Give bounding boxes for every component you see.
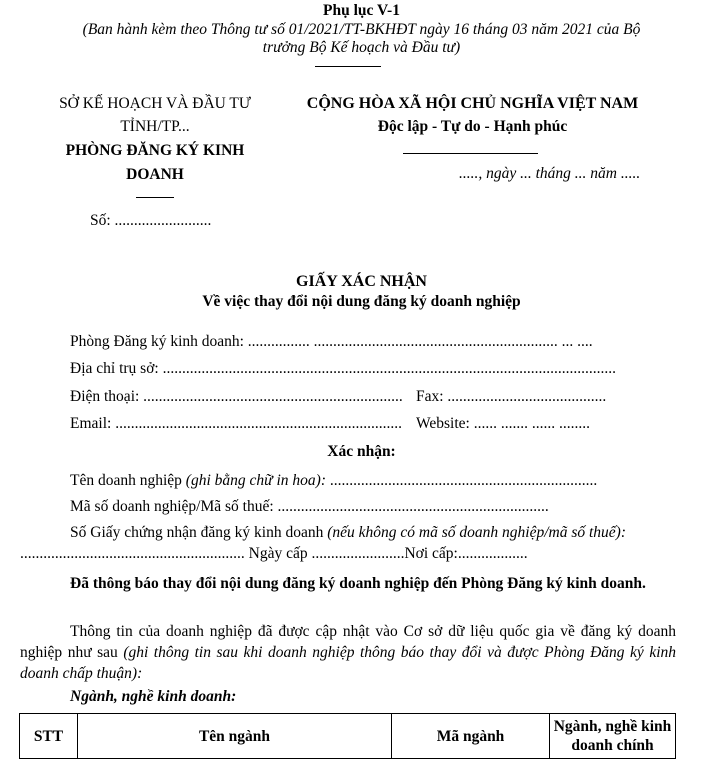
document-title: GIẤY XÁC NHẬN bbox=[296, 273, 427, 290]
left-divider bbox=[136, 197, 174, 198]
phone-field: Điện thoại: ................................................................... bbox=[70, 388, 403, 405]
update-text: Thông tin của doanh nghiệp đã được cập nhật vào Cơ sở dữ liệu quốc gia về đăng ký doanh nghiệp như sau bbox=[20, 623, 676, 661]
document-number-field: Số: ......................... bbox=[90, 212, 212, 229]
industry-table bbox=[19, 713, 676, 759]
website-field: Website: ...... ....... ...... ........ bbox=[416, 415, 590, 432]
company-name-dots: ..................................................................... bbox=[325, 472, 598, 489]
date-line: ....., ngày ... tháng ... năm ..... bbox=[459, 165, 641, 182]
header-main-industry: Ngành, nghề kinh doanh chính bbox=[550, 714, 676, 759]
company-name-hint: (ghi bằng chữ in hoa): bbox=[185, 472, 326, 489]
document-subtitle: Về việc thay đổi nội dung đăng ký doanh nghiệp bbox=[202, 293, 521, 310]
right-divider bbox=[403, 153, 538, 154]
certificate-issue-line: .......................................................... Ngày cấp ........................Nơi cấp:.................. bbox=[20, 545, 528, 562]
header-industry-name: Tên ngành bbox=[78, 714, 392, 759]
certificate-field bbox=[70, 524, 626, 542]
certificate-label: Số Giấy chứng nhận đăng ký kinh doanh bbox=[70, 524, 328, 541]
header-stt: STT bbox=[20, 714, 78, 759]
header-divider bbox=[315, 66, 381, 67]
national-motto: Độc lập - Tự do - Hạnh phúc bbox=[377, 118, 568, 135]
confirmation-heading: Xác nhận: bbox=[327, 443, 396, 460]
update-hint: (ghi thông tin sau khi doanh nghiệp thông báo thay đổi và được Phòng Đăng ký kinh doanh chấp thuận): bbox=[20, 644, 677, 682]
notice-paragraph: Đã thông báo thay đổi nội dung đăng ký doanh nghiệp đến Phòng Đăng ký kinh doanh. bbox=[70, 575, 646, 592]
email-field: Email: .......................................................................... bbox=[70, 415, 402, 432]
office-name-line2: DOANH bbox=[126, 166, 184, 183]
table-header-row bbox=[20, 714, 676, 759]
address-field: Địa chỉ trụ sở: ..................................................................................................................... bbox=[70, 360, 616, 377]
certificate-hint: (nếu không có mã số doanh nghiệp/mã số thuế): bbox=[327, 524, 626, 541]
office-field: Phòng Đăng ký kinh doanh: ................ ............................................................... ... .... bbox=[70, 333, 593, 350]
country-name: CỘNG HÒA XÃ HỘI CHỦ NGHĨA VIỆT NAM bbox=[306, 95, 639, 112]
company-name-field bbox=[70, 472, 597, 490]
office-name-line1: PHÒNG ĐĂNG KÝ KINH bbox=[65, 142, 245, 159]
tax-code-field: Mã số doanh nghiệp/Mã số thuế: ...................................................................... bbox=[70, 498, 549, 515]
industry-heading: Ngành, nghề kinh doanh: bbox=[70, 688, 237, 705]
issued-note-line1: (Ban hành kèm theo Thông tư số 01/2021/TT-BKHĐT ngày 16 tháng 03 năm 2021 của Bộ bbox=[82, 21, 641, 38]
appendix-title: Phụ lục V-1 bbox=[323, 2, 400, 19]
issued-note-line2: trưởng Bộ Kế hoạch và Đầu tư) bbox=[262, 39, 461, 56]
dept-name-line2: TỈNH/TP... bbox=[120, 118, 190, 135]
header-industry-code: Mã ngành bbox=[392, 714, 550, 759]
company-name-label: Tên doanh nghiệp bbox=[70, 472, 186, 489]
update-paragraph bbox=[20, 621, 676, 684]
fax-field: Fax: ......................................... bbox=[416, 388, 607, 405]
dept-name-line1: SỞ KẾ HOẠCH VÀ ĐẦU TƯ bbox=[59, 95, 251, 112]
